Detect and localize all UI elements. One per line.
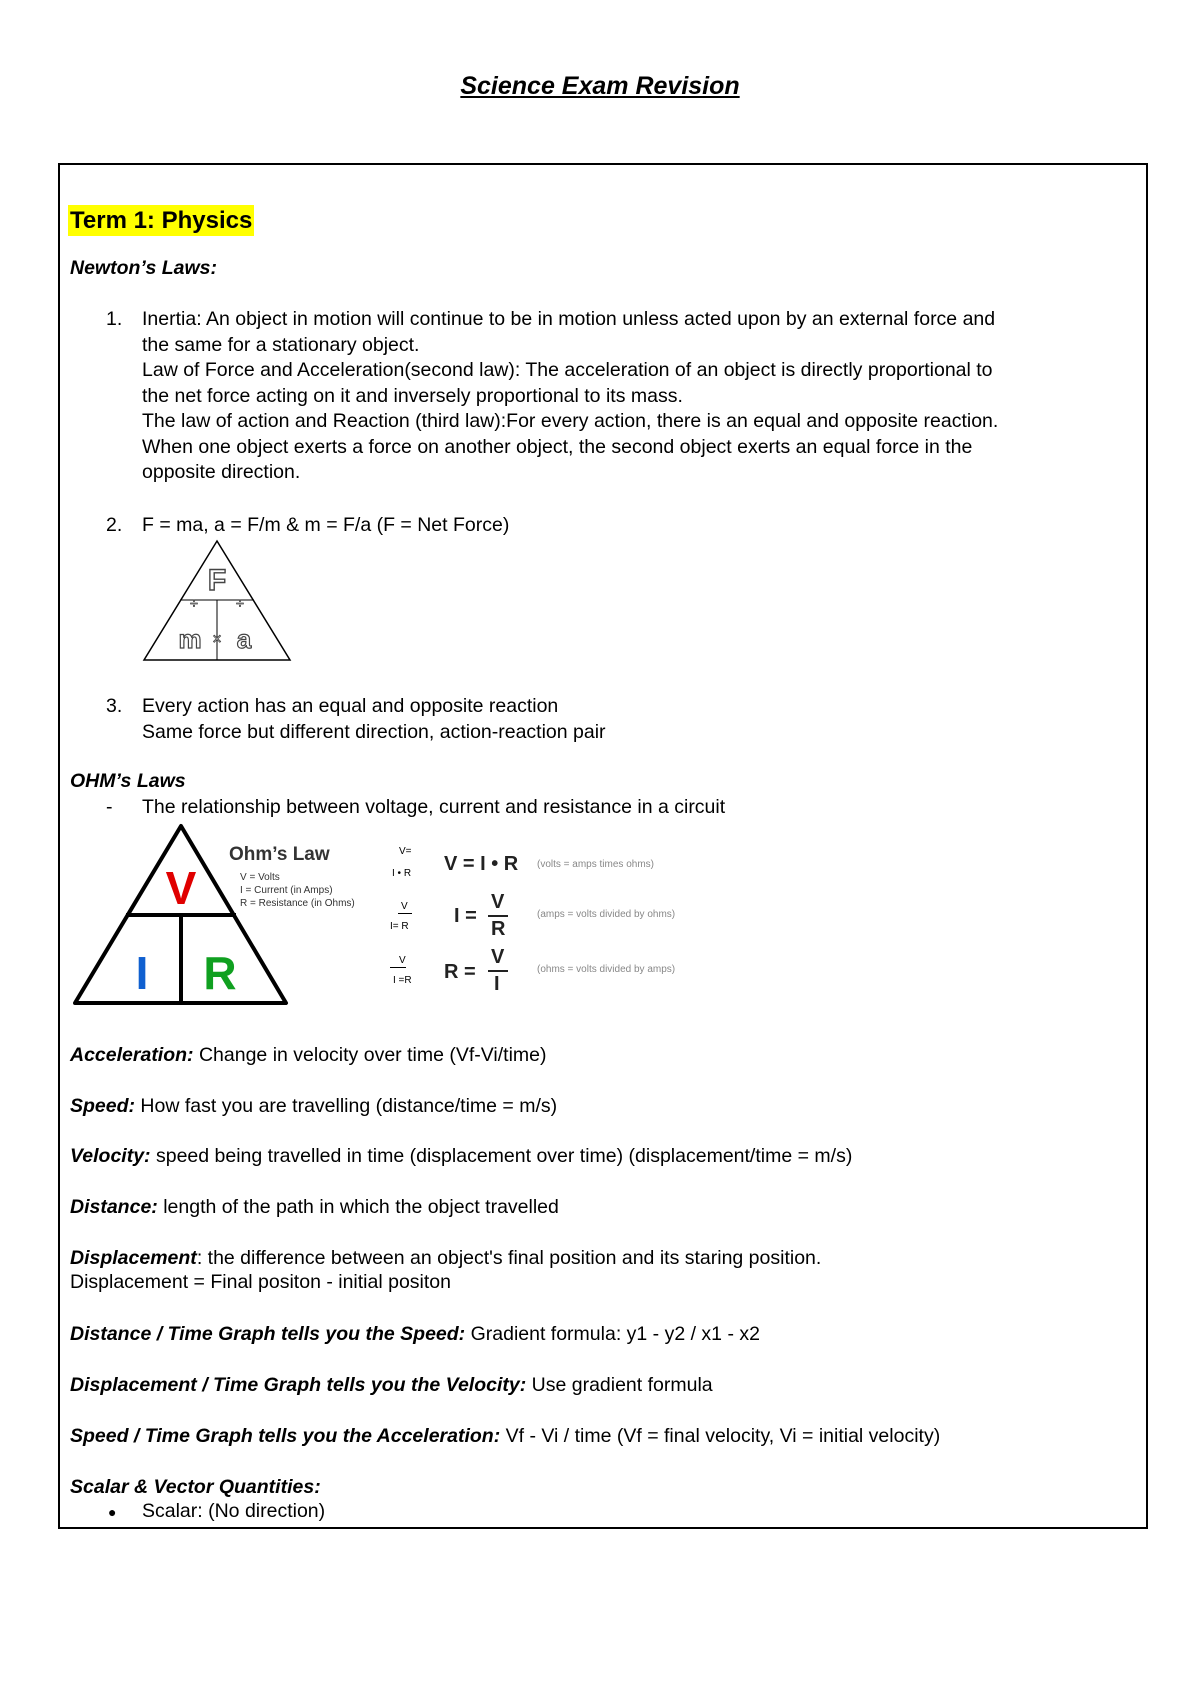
force-triangle-diagram bbox=[140, 538, 295, 663]
definition-text: Change in velocity over time (Vf-Vi/time) bbox=[193, 1044, 547, 1066]
force-triangle-f: F bbox=[207, 564, 227, 597]
formula-2-numerator: V bbox=[491, 891, 505, 913]
item-1-line: Law of Force and Acceleration(second law): The acceleration of an object is directly proportional to bbox=[142, 359, 993, 381]
item-3-line: Same force but different direction, action-reaction pair bbox=[142, 720, 606, 743]
item-1-text bbox=[142, 307, 998, 486]
formula-1-note: (volts = amps times ohms) bbox=[537, 859, 654, 870]
definition-speed-time-graph bbox=[70, 1424, 940, 1449]
definition-velocity bbox=[70, 1144, 852, 1169]
scalar-bullet-marker: ● bbox=[108, 1504, 117, 1520]
item-1-line: Inertia: An object in motion will continue to be in motion unless acted upon by an external force and bbox=[142, 308, 996, 330]
definition-term: Acceleration: bbox=[70, 1044, 194, 1066]
formula-2-mini-bar bbox=[398, 913, 412, 914]
item-1-line: the same for a stationary object. bbox=[142, 333, 420, 356]
definition-text: Gradient formula: y1 - y2 / x1 - x2 bbox=[465, 1323, 760, 1345]
definition-term: Distance / Time Graph tells you the Speed: bbox=[70, 1323, 466, 1345]
ohms-bullet-marker: - bbox=[106, 796, 113, 818]
formula-3-main: R = bbox=[444, 961, 476, 983]
ohms-law-title: Ohm’s Law bbox=[229, 844, 330, 865]
formula-3-mini-bottom: I =R bbox=[393, 975, 412, 986]
formula-3-denominator: I bbox=[494, 973, 500, 995]
page-title: Science Exam Revision bbox=[460, 72, 740, 100]
definition-term: Displacement bbox=[70, 1247, 197, 1269]
definition-term: Speed: bbox=[70, 1095, 136, 1117]
force-triangle-div-left: ÷ bbox=[190, 595, 198, 611]
ohms-legend-current: I = Current (in Amps) bbox=[240, 885, 333, 896]
definition-text: : the difference between an object's final position and its staring position. bbox=[196, 1247, 822, 1269]
ohms-triangle-i: I bbox=[135, 947, 149, 999]
scalar-vector-heading: Scalar & Vector Quantities: bbox=[70, 1476, 321, 1498]
formula-2-denominator: R bbox=[491, 918, 506, 940]
definition-speed bbox=[70, 1094, 557, 1119]
formula-2-main: I = bbox=[454, 905, 477, 927]
definition-text: Displacement = Final positon - initial positon bbox=[70, 1271, 451, 1293]
ohms-triangle-r: R bbox=[203, 947, 237, 999]
ohms-legend-resistance: R = Resistance (in Ohms) bbox=[240, 898, 355, 909]
item-3-text bbox=[142, 694, 606, 745]
formula-1-main: V = I • R bbox=[444, 853, 519, 875]
definition-text: length of the path in which the object travelled bbox=[157, 1196, 559, 1218]
formula-3-note: (ohms = volts divided by amps) bbox=[537, 964, 676, 975]
ohms-bullet-text: The relationship between voltage, current and resistance in a circuit bbox=[142, 796, 726, 818]
item-1-line: The law of action and Reaction (third law):For every action, there is an equal and opposite reaction. bbox=[142, 410, 999, 432]
definition-text: How fast you are travelling (distance/time = m/s) bbox=[135, 1095, 558, 1117]
definition-displacement bbox=[70, 1246, 821, 1271]
term-heading-text: Term 1: Physics bbox=[70, 207, 253, 234]
ohms-legend-volts: V = Volts bbox=[240, 872, 280, 883]
formula-1-mini-top: V= bbox=[399, 846, 412, 857]
definition-text: Vf - Vi / time (Vf = final velocity, Vi = initial velocity) bbox=[500, 1425, 941, 1447]
force-triangle-div-right: ÷ bbox=[236, 595, 244, 611]
newtons-laws-heading: Newton’s Laws: bbox=[70, 257, 218, 279]
item-1-line: the net force acting on it and inversely proportional to its mass. bbox=[142, 384, 683, 407]
formula-3-mini-top: V bbox=[399, 955, 406, 966]
force-triangle-a: a bbox=[236, 624, 252, 654]
force-triangle-mult: × bbox=[212, 631, 222, 648]
definition-acceleration bbox=[70, 1043, 546, 1068]
force-triangle-m: m bbox=[178, 624, 202, 654]
definition-text: speed being travelled in time (displacement over time) (displacement/time = m/s) bbox=[150, 1145, 853, 1167]
definition-text: Use gradient formula bbox=[526, 1374, 713, 1396]
term-heading bbox=[68, 206, 254, 237]
item-2-number: 2. bbox=[106, 514, 123, 536]
item-1-line: When one object exerts a force on another object, the second object exerts an equal force in the bbox=[142, 435, 973, 458]
item-1-line: opposite direction. bbox=[142, 461, 301, 483]
formula-1-mini-bottom: I • R bbox=[392, 868, 412, 879]
formula-2-mini-bottom: I= R bbox=[390, 921, 409, 932]
definition-term: Displacement / Time Graph tells you the Velocity: bbox=[70, 1374, 527, 1396]
item-3-line: Every action has an equal and opposite reaction bbox=[142, 695, 559, 717]
formula-2-note: (amps = volts divided by ohms) bbox=[537, 909, 676, 920]
definition-term: Speed / Time Graph tells you the Acceleration: bbox=[70, 1425, 501, 1447]
ohms-laws-heading: OHM’s Laws bbox=[70, 770, 186, 792]
definition-displacement-formula bbox=[70, 1270, 451, 1295]
item-2-text: F = ma, a = F/m & m = F/a (F = Net Force) bbox=[142, 514, 510, 536]
formula-3-numerator: V bbox=[491, 946, 505, 968]
definition-distance bbox=[70, 1195, 559, 1220]
definition-term: Velocity: bbox=[70, 1145, 151, 1167]
scalar-item: Scalar: (No direction) bbox=[142, 1500, 326, 1522]
definition-term: Distance: bbox=[70, 1196, 158, 1218]
item-3-number: 3. bbox=[106, 695, 123, 717]
item-1-number: 1. bbox=[106, 308, 123, 330]
ohms-triangle-v: V bbox=[165, 862, 197, 914]
formula-2-mini-top: V bbox=[401, 901, 408, 912]
definition-displacement-time-graph bbox=[70, 1373, 713, 1398]
definition-distance-time-graph bbox=[70, 1322, 760, 1347]
formula-3-mini-bar bbox=[390, 967, 406, 968]
